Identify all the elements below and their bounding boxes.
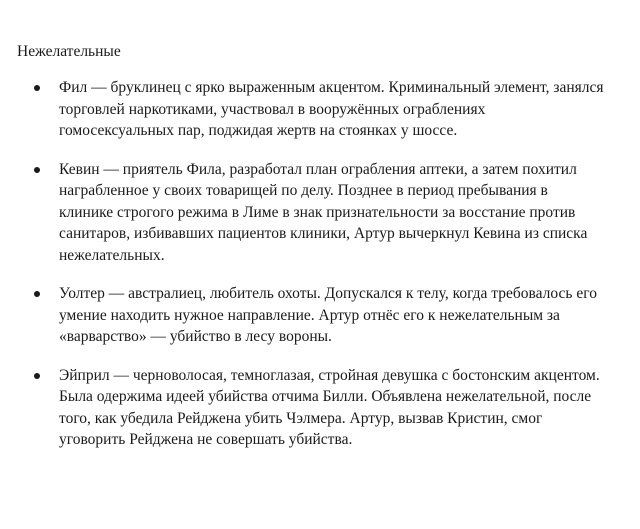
list-item	[0, 159, 640, 267]
list-item-text: Эйприл — черноволосая, темноглазая, стройная девушка с бостонским акцентом. Была одержима идеей убийства отчима Билли. Объявлена нежелательной, после того, как убедила Рейджена убить Чэлмера. Артур, вызвав Кристин, смог уговорить Рейджена не совершать убийства.	[59, 366, 600, 448]
list-item-text: Кевин — приятель Фила, разработал план ограбления аптеки, а затем похитил награбленное у своих товарищей по делу. Позднее в период пребывания в клинике строгого режима в Лиме в знак признательности за восстание против санитаров, избивавших пациентов клиники, Артур вычеркнул Кевина из списка нежелательных.	[59, 160, 588, 264]
list-item	[0, 283, 640, 348]
list-item	[0, 365, 640, 451]
list-item	[0, 77, 640, 142]
bullet-icon	[34, 373, 40, 379]
bullet-icon	[34, 85, 40, 91]
section-heading: Нежелательные	[17, 43, 121, 60]
list-item-text: Уолтер — австралиец, любитель охоты. Допускался к телу, когда требовалось его умение находить нужное направление. Артур отнёс его к нежелательным за «варварство» — убийство в лесу вороны.	[59, 285, 597, 345]
bullet-icon	[34, 167, 40, 173]
character-list	[0, 77, 640, 468]
list-item-text: Фил — бруклинец с ярко выраженным акцентом. Криминальный элемент, занялся торговлей наркотиками, участвовал в вооружённых ограблениях гомосексуальных пар, поджидая жертв на стоянках у шоссе.	[59, 79, 604, 139]
bullet-icon	[34, 291, 40, 297]
